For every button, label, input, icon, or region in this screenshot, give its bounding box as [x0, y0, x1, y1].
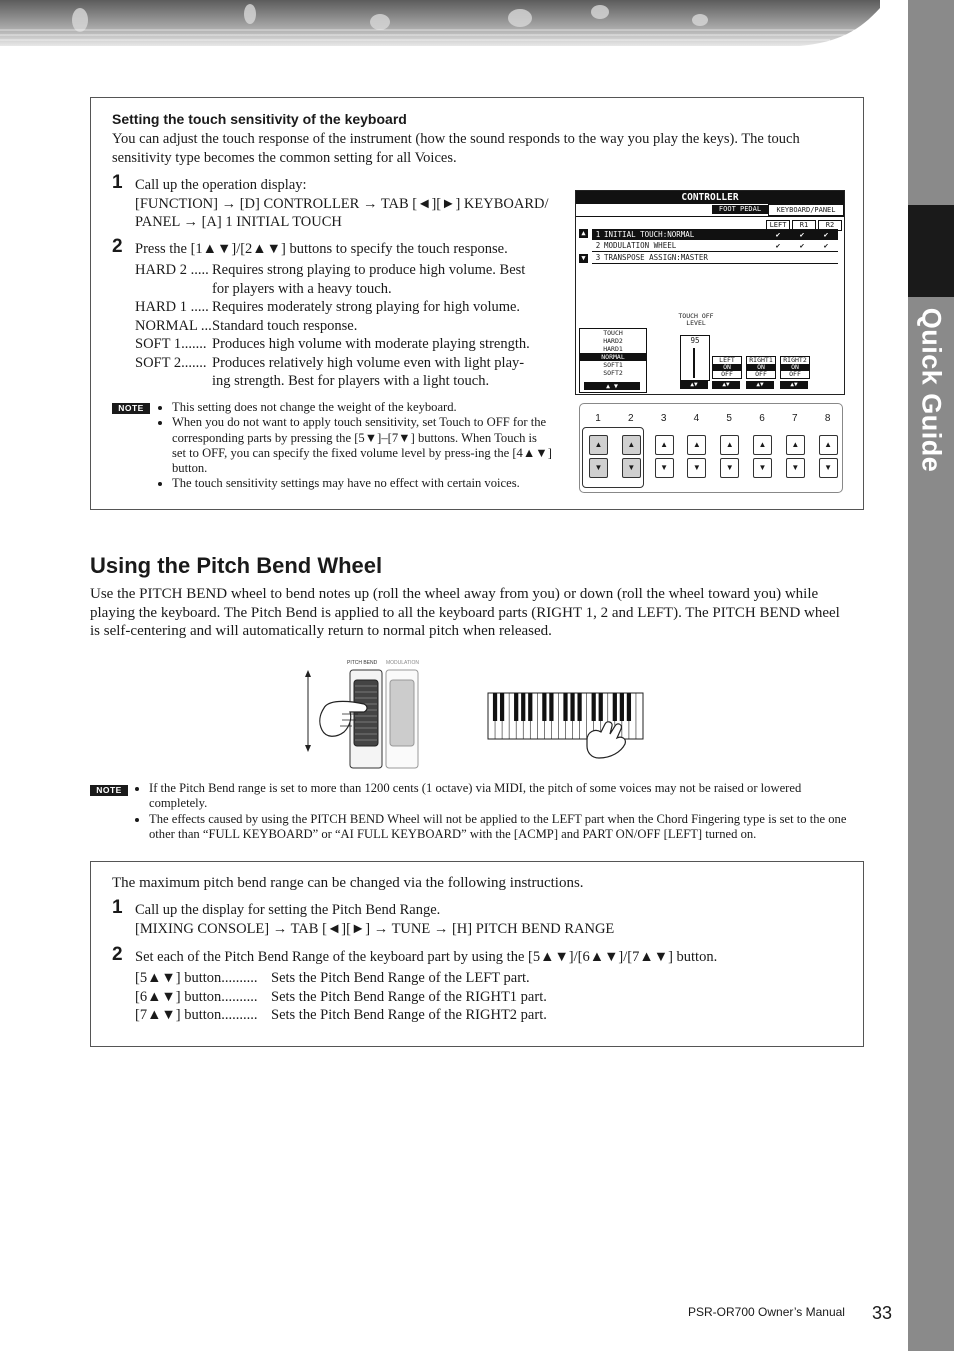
- black-key: [577, 693, 581, 721]
- lcd-row-label: TRANSPOSE ASSIGN:MASTER: [604, 253, 708, 262]
- lcd-part-right2[interactable]: [780, 356, 810, 379]
- panel-button-number: 5: [726, 413, 732, 424]
- page-number: 33: [872, 1303, 893, 1323]
- range-items: [135, 969, 835, 1025]
- side-tab: [908, 0, 954, 1351]
- option-desc: Requires strong playing to produce high volume. Best: [212, 262, 526, 278]
- lcd-row[interactable]: [592, 252, 838, 264]
- lcd-row-num: 3: [595, 253, 601, 262]
- check-icon: ✔: [799, 230, 805, 239]
- touch-heading: Setting the touch sensitivity of the keyboard: [112, 111, 407, 127]
- option-key: SOFT 1.......: [135, 336, 207, 352]
- range-item-desc: Sets the Pitch Bend Range of the RIGHT1 part.: [271, 988, 547, 1005]
- panel-button-up[interactable]: ▲: [753, 435, 772, 455]
- panel-button-up[interactable]: ▲: [720, 435, 739, 455]
- step-line: [MIXING CONSOLE] → TAB [◄][►] → TUNE → [H] PITCH BEND RANGE: [135, 920, 615, 937]
- range-item: [135, 969, 835, 988]
- black-key: [549, 693, 553, 721]
- pitch-bend-wheel-illustration: [298, 668, 428, 772]
- option-key: SOFT 2.......: [135, 354, 207, 371]
- panel-button-down[interactable]: ▼: [786, 458, 805, 478]
- note-item: • If the Pitch Bend range is set to more than 1200 cents (1 octave) via MIDI, the pitch of some voices may not be raised or lowered completely.: [149, 781, 860, 812]
- lcd-tab-keyboard-panel[interactable]: KEYBOARD/PANEL: [768, 204, 844, 216]
- lcd-updown-arrows-icon: ▲ ▼: [584, 382, 640, 390]
- side-tab-label: [908, 300, 954, 480]
- lcd-col-header: LEFT: [766, 220, 790, 231]
- range-step1: [135, 901, 835, 938]
- lcd-tab-foot-pedal[interactable]: FOOT PEDAL: [712, 205, 768, 214]
- panel-button-number: 3: [660, 413, 667, 424]
- lcd-title-bar: CONTROLLER: [576, 191, 844, 204]
- panel-button-down[interactable]: ▼: [753, 458, 772, 478]
- option-row: [135, 317, 565, 336]
- header-music-illustration: [0, 0, 880, 48]
- option-key: HARD 1 .....: [135, 299, 209, 315]
- lcd-updown-arrows-icon: ▲▼: [712, 381, 740, 389]
- black-key: [500, 693, 504, 721]
- black-key: [493, 693, 497, 721]
- lcd-row[interactable]: [592, 240, 838, 252]
- option-key: HARD 2 .....: [135, 262, 209, 278]
- panel-button-down[interactable]: ▼: [687, 458, 706, 478]
- note-badge: NOTE: [112, 403, 150, 414]
- lcd-touch-title: TOUCH: [603, 329, 623, 337]
- black-key: [570, 693, 574, 721]
- black-key: [599, 693, 603, 721]
- panel-button-up[interactable]: ▲: [786, 435, 805, 455]
- check-icon: ✔: [775, 241, 781, 250]
- option-desc: Produces high volume with moderate playing strength.: [212, 336, 530, 352]
- lcd-touch-option: SOFT1: [603, 361, 623, 369]
- black-key: [542, 693, 546, 721]
- touch-step1: [135, 176, 555, 232]
- lcd-row-label: INITIAL TOUCH:NORMAL: [604, 230, 695, 239]
- panel-button-number: 8: [824, 413, 831, 424]
- panel-button-down[interactable]: ▼: [589, 458, 608, 478]
- panel-button-number: 7: [792, 413, 798, 424]
- option-desc: Requires moderately strong playing for high volume.: [212, 299, 521, 315]
- note-item: • The touch sensitivity settings may have no effect with certain voices.: [172, 476, 553, 491]
- panel-button-up[interactable]: ▲: [589, 435, 608, 455]
- lcd-part-on: ON: [713, 364, 741, 371]
- option-row: [135, 261, 565, 280]
- lcd-part-name: RIGHT2: [783, 356, 807, 364]
- option-row: [135, 298, 565, 317]
- panel-button-up[interactable]: ▲: [687, 435, 706, 455]
- range-item-key: [7▲▼] button..........: [135, 1007, 258, 1023]
- note-item: • This setting does not change the weight of the keyboard.: [172, 400, 553, 415]
- black-key: [613, 693, 617, 721]
- lcd-row-selected[interactable]: [592, 229, 838, 240]
- range-step2: Set each of the Pitch Bend Range of the keyboard part by using the [5▲▼]/[6▲▼]/[7▲▼] button.: [135, 949, 718, 965]
- black-key: [592, 693, 596, 721]
- step-line: Call up the operation display:: [135, 177, 307, 193]
- range-intro: The maximum pitch bend range can be changed via the following instructions.: [112, 875, 584, 891]
- lcd-touch-off-level-value: 95: [690, 336, 700, 345]
- step-number: 1: [112, 172, 123, 193]
- step-line: [FUNCTION] → [D] CONTROLLER → TAB [◄][►] KEYBOARD/: [135, 195, 549, 212]
- pitch-notes: [135, 781, 860, 842]
- range-item-desc: Sets the Pitch Bend Range of the LEFT part.: [271, 970, 530, 986]
- lcd-updown-arrows-icon: ▲▼: [680, 381, 708, 389]
- option-row: [135, 354, 565, 373]
- pitch-body: Use the PITCH BEND wheel to bend notes up (roll the wheel away from you) or down (roll the wheel toward you) while playing the keyboard. The Pitch Bend is applied to all the keyboard parts (RIGHT 1, 2 and LEFT). The PITCH BEND wheel is self-centering and will automatically return to normal pitch when released.: [90, 586, 840, 639]
- panel-button-number: 2: [628, 413, 634, 424]
- range-item-key: [5▲▼] button..........: [135, 970, 258, 986]
- slider-track: [693, 348, 695, 378]
- lcd-part-left[interactable]: [712, 356, 742, 379]
- step-number: 1: [112, 897, 123, 918]
- step-number: 2: [112, 944, 123, 965]
- option-key: NORMAL ...: [135, 317, 212, 334]
- option-desc: Produces relatively high volume even with light play-: [212, 354, 525, 371]
- panel-button-down[interactable]: ▼: [655, 458, 674, 478]
- lcd-col-header: R1: [792, 220, 816, 231]
- lcd-divider: [576, 216, 844, 217]
- lcd-part-right1[interactable]: [746, 356, 776, 379]
- panel-button-number: 4: [693, 413, 700, 424]
- step-line: PANEL → [A] 1 INITIAL TOUCH: [135, 214, 342, 230]
- black-key: [528, 693, 532, 721]
- lcd-settings-list: [592, 229, 838, 264]
- lcd-updown-arrows-icon: ▲▼: [746, 381, 774, 389]
- lcd-part-off: OFF: [755, 370, 767, 378]
- lcd-col-header: R2: [818, 220, 842, 231]
- lcd-part-off: OFF: [721, 370, 733, 378]
- footer-manual-name: PSR-OR700 Owner’s Manual: [688, 1305, 845, 1319]
- lcd-part-off: OFF: [789, 370, 801, 378]
- panel-button-number: 6: [759, 413, 765, 424]
- panel-button-down[interactable]: ▼: [819, 458, 838, 478]
- lcd-touch-option: SOFT2: [603, 369, 623, 377]
- option-desc: Standard touch response.: [212, 317, 358, 334]
- lcd-touch-off-level-title: TOUCH OFF LEVEL: [678, 312, 714, 327]
- lcd-row-num: 1: [595, 230, 601, 239]
- step-number: 2: [112, 236, 123, 257]
- section-title: Using the Pitch Bend Wheel: [90, 553, 383, 578]
- check-icon: ✔: [823, 230, 829, 239]
- black-key: [620, 693, 624, 721]
- note-item: • The effects caused by using the PITCH BEND Wheel will not be applied to the LEFT part when the Chord Fingering type is set to the one other than “FULL KEYBOARD” or “AI FULL KEYBOARD” with the [ACMP] and PART ON/OFF [LEFT] turned on.: [149, 812, 860, 843]
- note-badge: NOTE: [90, 785, 128, 796]
- lcd-scroll-down-icon[interactable]: ▼: [579, 254, 588, 263]
- touch-step2: Press the [1▲▼]/[2▲▼] buttons to specify the touch response.: [135, 241, 508, 257]
- panel-button-up[interactable]: ▲: [655, 435, 674, 455]
- lcd-row-label: MODULATION WHEEL: [604, 241, 677, 250]
- lcd-scroll-up-icon[interactable]: ▲: [579, 229, 588, 238]
- touch-intro: You can adjust the touch response of the instrument (how the sound responds to the way you play the keys). The touch sensitivity type becomes the common setting for all Voices.: [112, 131, 800, 166]
- panel-button-highlight: [582, 427, 644, 488]
- black-key: [627, 693, 631, 721]
- check-icon: ✔: [775, 230, 781, 239]
- lcd-part-on: ON: [747, 364, 775, 371]
- keyboard-hand-illustration: [487, 692, 645, 760]
- range-item: [135, 1006, 835, 1025]
- side-tab-text: Quick Guide: [916, 307, 947, 473]
- header-music-band: [0, 0, 880, 48]
- panel-button-up[interactable]: ▲: [819, 435, 838, 455]
- lcd-touch-list[interactable]: [579, 328, 647, 393]
- option-row: [135, 335, 565, 354]
- lcd-part-name: RIGHT1: [749, 356, 773, 364]
- lcd-touch-option: HARD1: [603, 345, 623, 353]
- lcd-touch-off-level-slider[interactable]: [680, 335, 710, 381]
- option-desc-cont: for players with a heavy touch.: [212, 280, 392, 297]
- range-item-desc: Sets the Pitch Bend Range of the RIGHT2 part.: [271, 1007, 547, 1023]
- touch-options-list: [135, 261, 565, 391]
- lcd-touch-option: HARD2: [603, 337, 623, 345]
- panel-button-down[interactable]: ▼: [720, 458, 739, 478]
- modulation-label: MODULATION: [386, 660, 419, 666]
- controller-lcd-screen: [575, 190, 845, 395]
- panel-button-number: 1: [595, 413, 601, 424]
- range-item-key: [6▲▼] button..........: [135, 988, 258, 1005]
- note-item: • When you do not want to apply touch sensitivity, set Touch to OFF for the corresponding parts by pressing the [5▼]–[7▼] buttons. When Touch is set to OFF, you can specify the fixed volume level by press-ing the [4▲▼] button.: [172, 415, 553, 476]
- lcd-touch-option-selected: NORMAL: [580, 353, 646, 361]
- black-key: [514, 693, 518, 721]
- touch-notes: [158, 400, 553, 492]
- panel-button-up[interactable]: ▲: [622, 435, 641, 455]
- lcd-part-on: ON: [781, 364, 809, 371]
- black-key: [521, 693, 525, 721]
- option-desc-cont: ing strength. Best for players with a light touch.: [212, 373, 490, 389]
- panel-button-down[interactable]: ▼: [622, 458, 641, 478]
- lcd-part-name: LEFT: [719, 356, 735, 364]
- range-item: [135, 988, 835, 1007]
- pitch-bend-label: PITCH BEND: [347, 660, 378, 666]
- lcd-row-num: 2: [595, 241, 601, 250]
- lcd-updown-arrows-icon: ▲▼: [780, 381, 808, 389]
- check-icon: ✔: [799, 241, 805, 250]
- step-line: Call up the display for setting the Pitch Bend Range.: [135, 902, 441, 918]
- check-icon: ✔: [823, 241, 829, 250]
- black-key: [563, 693, 567, 721]
- side-tab-marker: [908, 205, 954, 297]
